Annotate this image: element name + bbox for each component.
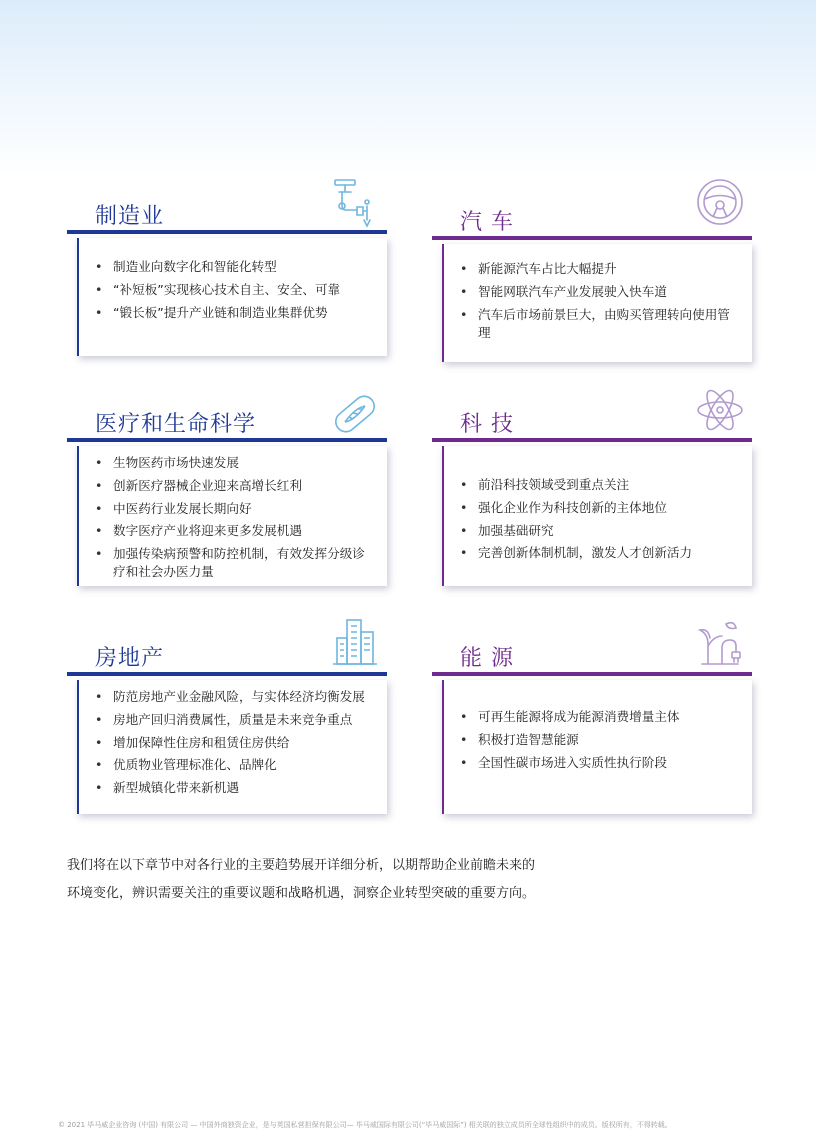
intro-line: 环境变化，辨识需要关注的重要议题和战略机遇，洞察企业转型突破的重要方向。 xyxy=(67,886,536,901)
dna-capsule-icon xyxy=(331,390,379,442)
section-real-estate xyxy=(67,642,387,854)
list-item: • 加强传染病预警和防控机制，有效发挥分级诊疗和社会办医力量 xyxy=(95,545,377,581)
list-item: • 新能源汽车占比大幅提升 xyxy=(460,260,742,278)
section-rule xyxy=(432,236,752,240)
list-item: • 增加保障性住房和租赁住房供给 xyxy=(95,734,377,752)
section-manufacturing xyxy=(67,200,387,396)
section-automotive xyxy=(432,206,752,402)
list-item: • 积极打造智慧能源 xyxy=(460,731,742,749)
section-card xyxy=(77,446,387,586)
section-card xyxy=(77,238,387,356)
section-energy xyxy=(432,642,752,854)
list-item: • 创新医疗器械企业迎来高增长红利 xyxy=(95,477,377,495)
steering-wheel-icon xyxy=(696,178,744,230)
section-card xyxy=(442,244,752,362)
list-item: • 优质物业管理标准化、品牌化 xyxy=(95,756,377,774)
list-item: • 前沿科技领域受到重点关注 xyxy=(460,476,742,494)
section-title: 医疗和生命科学 xyxy=(95,412,257,437)
list-item: • “补短板”实现核心技术自主、安全、可靠 xyxy=(95,281,377,299)
list-item: • 房地产回归消费属性，质量是未来竞争重点 xyxy=(95,711,377,729)
list-item: • 可再生能源将成为能源消费增量主体 xyxy=(460,708,742,726)
list-item: • 强化企业作为科技创新的主体地位 xyxy=(460,499,742,517)
list-item: • 智能网联汽车产业发展驶入快车道 xyxy=(460,283,742,301)
list-item: • “锻长板”提升产业链和制造业集群优势 xyxy=(95,304,377,322)
plant-plug-icon xyxy=(696,616,744,668)
section-rule xyxy=(67,230,387,234)
buildings-icon xyxy=(331,616,379,668)
list-item: • 数字医疗产业将迎来更多发展机遇 xyxy=(95,522,377,540)
list-item: • 加强基础研究 xyxy=(460,522,742,540)
list-item: • 中医药行业发展长期向好 xyxy=(95,500,377,518)
section-title: 能 源 xyxy=(460,646,514,671)
robotic-arm-icon xyxy=(331,178,379,230)
section-rule xyxy=(67,672,387,676)
intro-paragraph xyxy=(67,852,627,908)
section-rule xyxy=(432,672,752,676)
list-item: • 制造业向数字化和智能化转型 xyxy=(95,258,377,276)
section-technology xyxy=(432,408,752,626)
section-healthcare xyxy=(67,408,387,626)
list-item: • 完善创新体制机制，激发人才创新活力 xyxy=(460,544,742,562)
atom-icon xyxy=(696,386,744,438)
list-item: • 生物医药市场快速发展 xyxy=(95,454,377,472)
list-item: • 新型城镇化带来新机遇 xyxy=(95,779,377,797)
section-title: 制造业 xyxy=(95,204,165,229)
intro-line: 我们将在以下章节中对各行业的主要趋势展开详细分析，以期帮助企业前瞻未来的 xyxy=(67,858,536,873)
list-item: • 全国性碳市场进入实质性执行阶段 xyxy=(460,754,742,772)
list-item: • 防范房地产业金融风险，与实体经济均衡发展 xyxy=(95,688,377,706)
section-title: 科 技 xyxy=(460,412,514,437)
copyright-footer: © 2021 毕马威企业咨询 (中国) 有限公司 — 中国外商独资企业，是与英国私营担保有限公司— 毕马威国际有限公司(“毕马威国际”) 相关联的独立成员所全球性组织中的成员。版权所有，不得转载。 xyxy=(58,1121,672,1129)
list-item: • 汽车后市场前景巨大，由购买管理转向使用管理 xyxy=(460,306,742,342)
section-title: 房地产 xyxy=(95,646,165,671)
section-card xyxy=(77,680,387,814)
section-card xyxy=(442,446,752,586)
section-title: 汽 车 xyxy=(460,210,514,235)
section-card xyxy=(442,680,752,814)
section-rule xyxy=(432,438,752,442)
